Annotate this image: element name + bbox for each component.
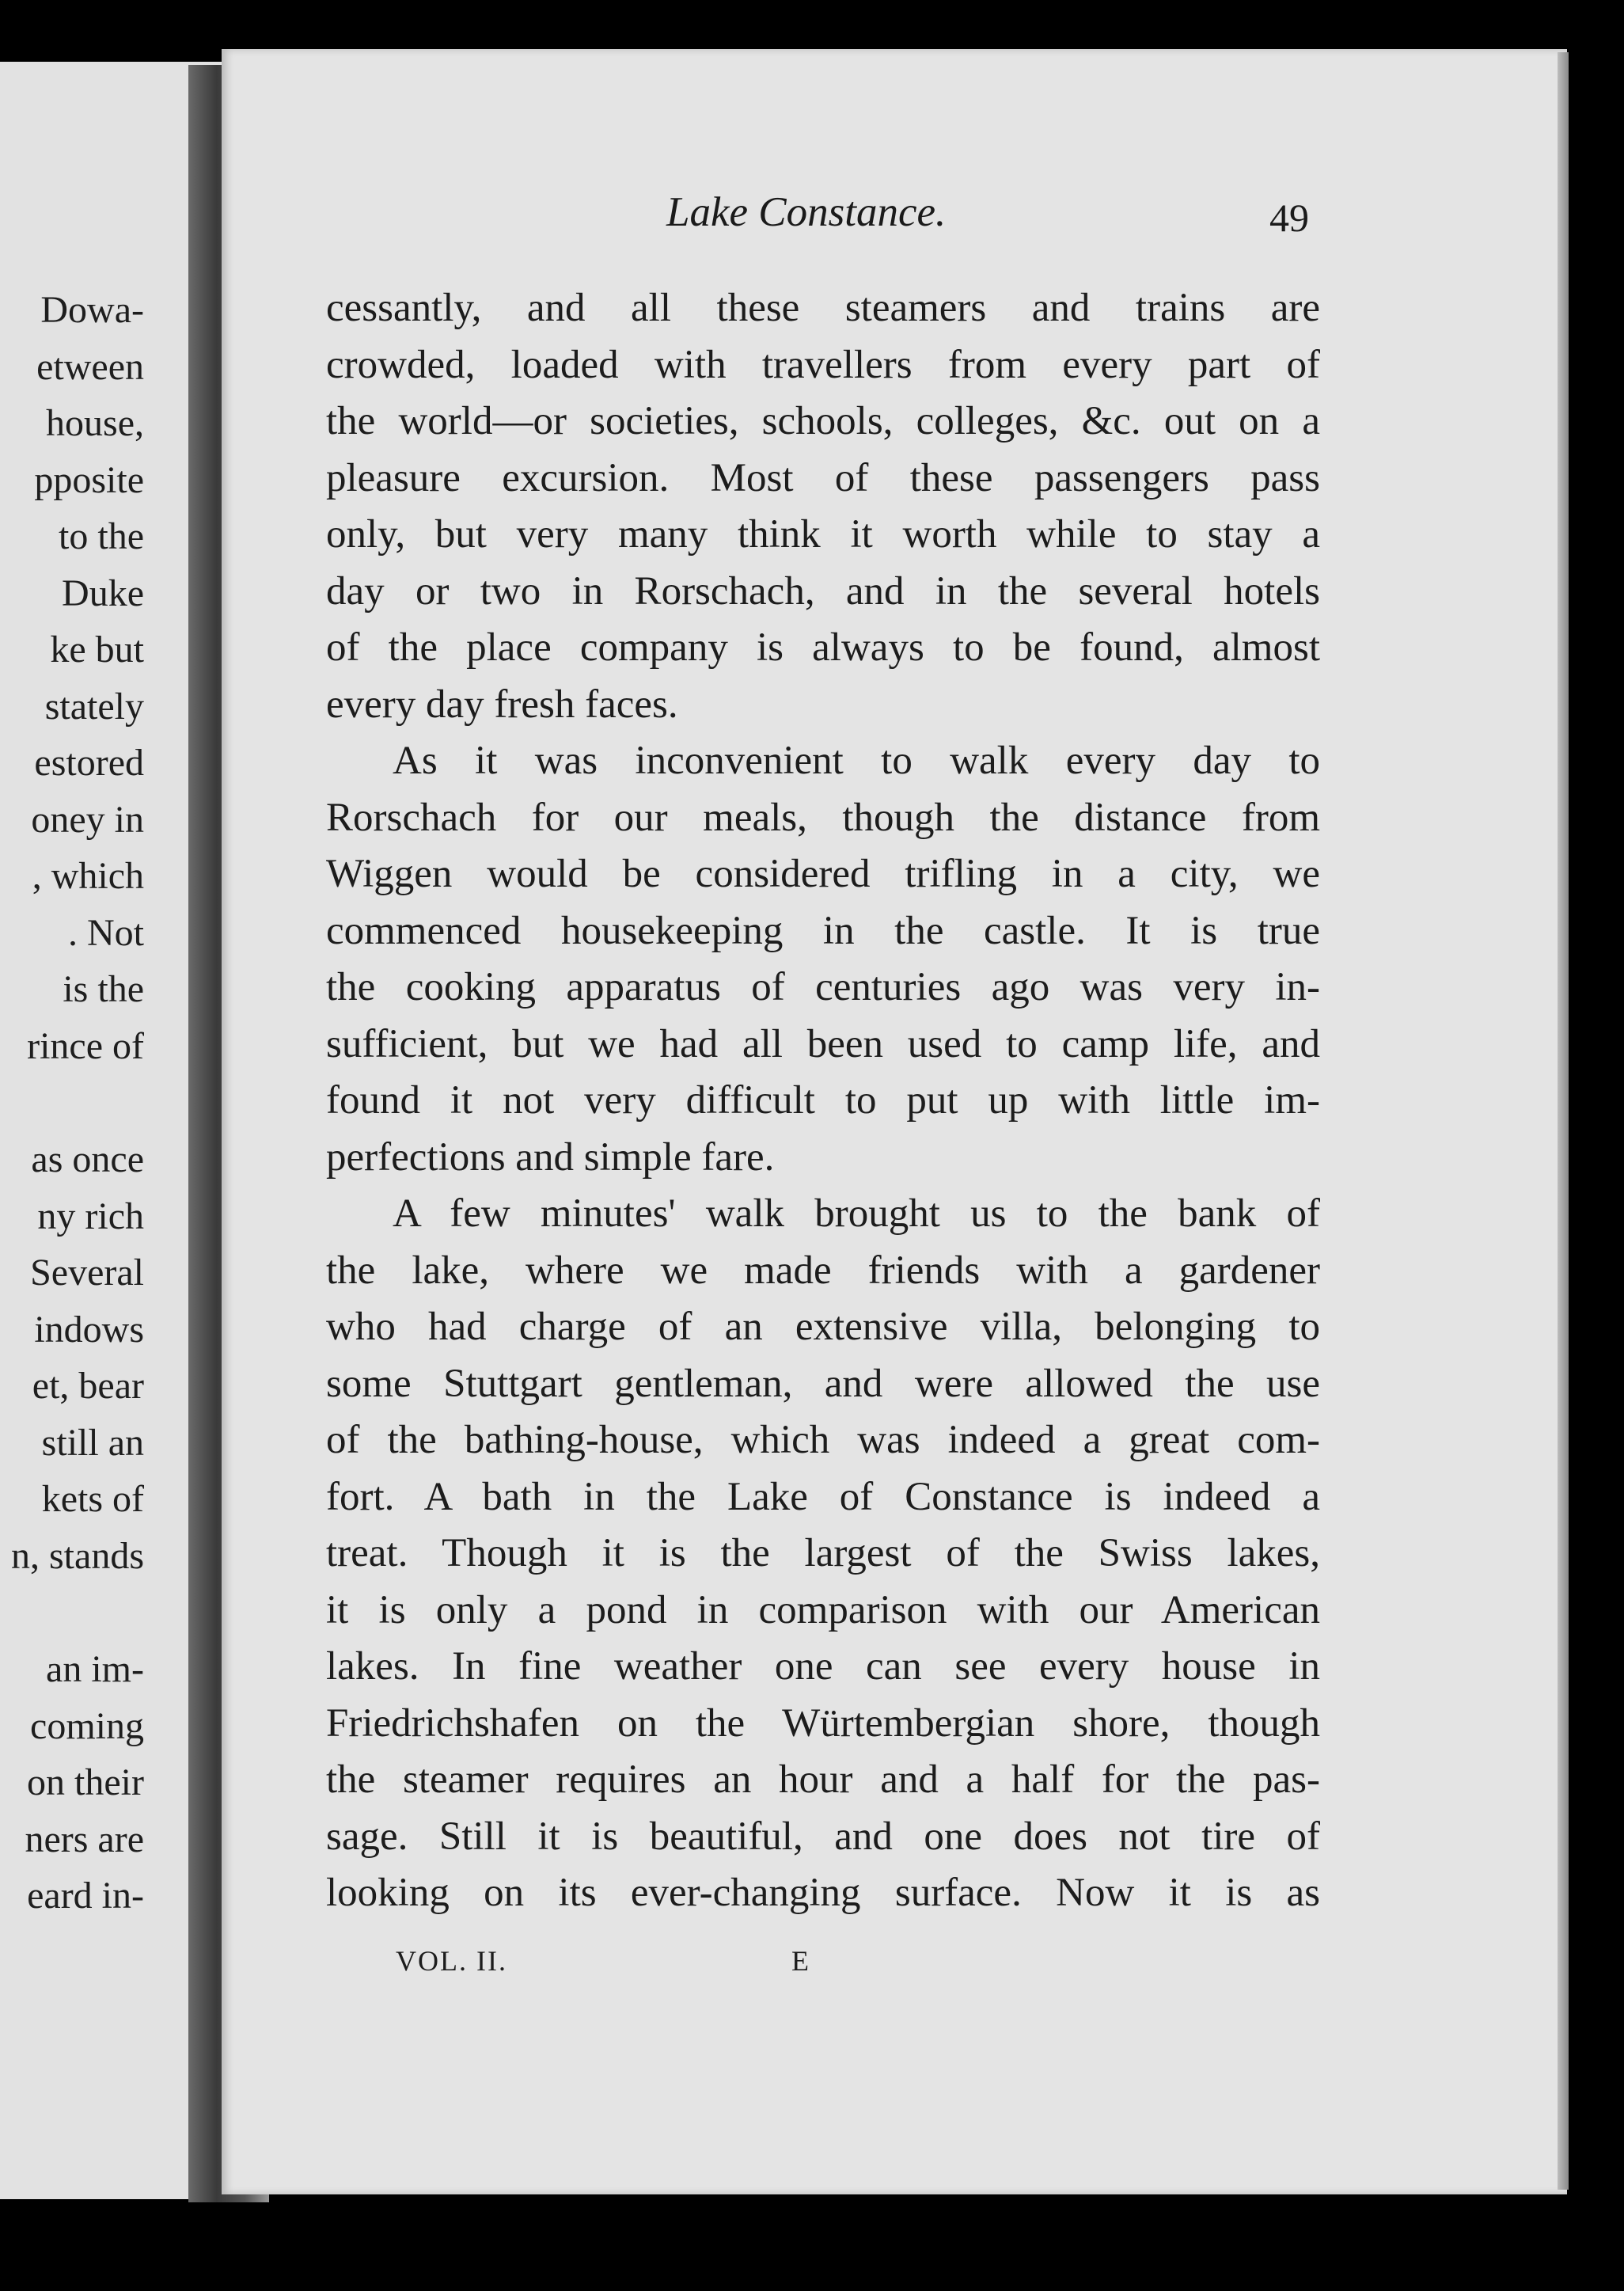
body-text-line: it is only a pond in comparison with our American <box>326 1588 1320 1632</box>
left-text-line: pposite <box>34 459 144 501</box>
left-text-line: ke but <box>50 629 144 671</box>
body-text-line: perfections and simple fare. <box>326 1135 775 1180</box>
body-text-line: who had charge of an extensive villa, belonging to <box>326 1305 1320 1349</box>
left-text-line: Several <box>30 1252 144 1294</box>
left-text-line: ny rich <box>37 1195 144 1237</box>
body-text-line: pleasure excursion. Most of these passengers pass <box>326 456 1320 500</box>
signature-mark: E <box>791 1945 809 1977</box>
body-text-line: looking on its ever-changing surface. Now it is as <box>326 1871 1320 1915</box>
left-text-line: n, stands <box>11 1535 144 1577</box>
body-text-line: of the bathing-house, which was indeed a great com- <box>326 1418 1320 1462</box>
body-text-line: of the place company is always to be found, almost <box>326 625 1320 670</box>
body-text-line: sage. Still it is beautiful, and one does not tire of <box>326 1814 1320 1859</box>
left-text-line: coming <box>30 1705 144 1747</box>
left-text-line: oney in <box>31 799 144 841</box>
volume-marker: VOL. II. <box>396 1945 507 1977</box>
left-text-line: ners are <box>25 1818 144 1860</box>
body-text-line: the world—or societies, schools, colleges, &c. out on a <box>326 399 1320 443</box>
left-text-line: on their <box>27 1761 144 1803</box>
running-head: Lake Constance. <box>666 189 947 235</box>
left-text-line: , which <box>32 855 144 897</box>
left-text-line: is the <box>63 968 144 1010</box>
body-text-line: crowded, loaded with travellers from every part of <box>326 343 1320 387</box>
body-text-line: the lake, where we made friends with a gardener <box>326 1248 1320 1293</box>
body-text-line: cessantly, and all these steamers and trains are <box>326 286 1320 330</box>
body-text-line: found it not very difficult to put up with little im- <box>326 1078 1320 1123</box>
left-text-line: Dowa- <box>40 289 144 331</box>
left-text-line: house, <box>46 402 144 444</box>
body-text-line: some Stuttgart gentleman, and were allowed the use <box>326 1362 1320 1406</box>
left-text-line: an im- <box>46 1648 144 1690</box>
body-text-line: As it was inconvenient to walk every day to <box>393 739 1320 783</box>
left-text-line: kets of <box>41 1478 144 1520</box>
left-text-line: Duke <box>62 572 144 614</box>
body-text-line: Friedrichshafen on the Würtembergian shore, though <box>326 1701 1320 1746</box>
page-edge <box>1558 52 1569 2190</box>
left-text-line: et, bear <box>32 1365 144 1407</box>
left-text-line: eard in- <box>27 1875 144 1917</box>
left-text-line: estored <box>34 742 144 784</box>
body-text-line: day or two in Rorschach, and in the several hotels <box>326 569 1320 614</box>
page-number: 49 <box>1269 196 1309 240</box>
left-text-line: rince of <box>27 1025 144 1067</box>
body-text-line: A few minutes' walk brought us to the bank of <box>393 1191 1320 1236</box>
body-text-line: the steamer requires an hour and a half for the pas- <box>326 1757 1320 1802</box>
body-text-line: treat. Though it is the largest of the Swiss lakes, <box>326 1531 1320 1575</box>
body-text-line: Rorschach for our meals, though the distance from <box>326 796 1320 840</box>
left-text-line: . Not <box>68 912 144 954</box>
left-text-line: still an <box>41 1422 144 1464</box>
body-text-line: Wiggen would be considered trifling in a city, we <box>326 852 1320 896</box>
body-text-line: fort. A bath in the Lake of Constance is indeed a <box>326 1475 1320 1519</box>
left-text-line: etween <box>36 346 144 388</box>
body-text-line: sufficient, but we had all been used to camp life, and <box>326 1022 1320 1066</box>
body-text-line: the cooking apparatus of centuries ago was very in- <box>326 965 1320 1009</box>
left-text-line: indows <box>34 1309 144 1351</box>
body-text-line: only, but very many think it worth while to stay a <box>326 512 1320 557</box>
body-text-line: lakes. In fine weather one can see every house in <box>326 1644 1320 1689</box>
body-text-line: commenced housekeeping in the castle. It is true <box>326 909 1320 953</box>
left-text-line: as once <box>31 1138 144 1180</box>
left-text-line: stately <box>44 686 144 728</box>
left-text-line: to the <box>59 515 144 557</box>
body-text-line: every day fresh faces. <box>326 682 678 727</box>
